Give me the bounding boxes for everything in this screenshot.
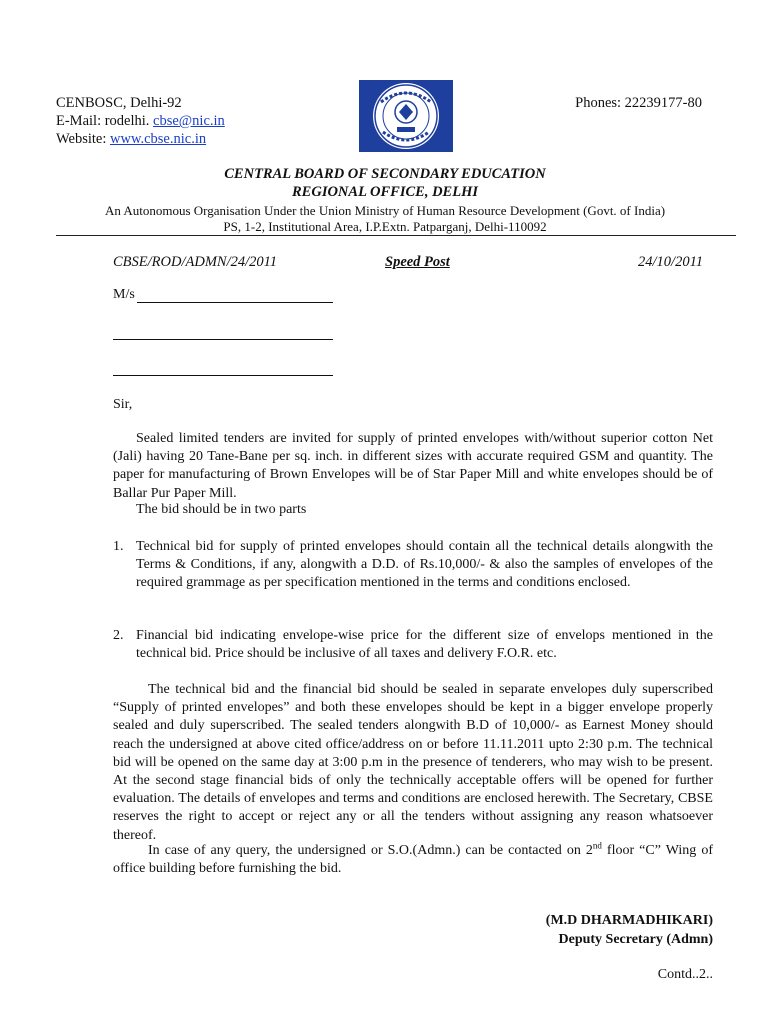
salutation: Sir, [113, 397, 133, 412]
technical-bid-text: Technical bid for supply of printed envelopes should contain all the technical details alongwith the Terms & Conditions, if any, alongwith a D.D. of Rs.10,000/- & also the samples of envelopes of the required grammage as per specification mentioned in the terms and conditions enclosed. [136, 539, 713, 591]
signatory-designation: Deputy Secretary (Admn) [558, 932, 713, 947]
query-text-start: In case of any query, the undersigned or S.O.(Admn.) can be contacted on 2 [148, 843, 593, 858]
list-number: 2. [113, 628, 124, 643]
ordinal-superscript: nd [592, 840, 602, 851]
financial-bid-text: Financial bid indicating envelope-wise price for the different size of envelops mentioned in the technical bid. Price should be inclusive of all taxes and delivery F.O.R. etc. [136, 628, 713, 662]
address-subtitle: PS, 1-2, Institutional Area, I.P.Extn. Patparganj, Delhi-110092 [223, 219, 547, 234]
dispatch-mode: Speed Post [385, 254, 450, 270]
addressee-blank-1 [137, 302, 333, 303]
regional-office-title: REGIONAL OFFICE, DELHI [292, 184, 478, 200]
reference-number: CBSE/ROD/ADMN/24/2011 [113, 254, 278, 270]
website-line [56, 130, 206, 148]
board-title: CENTRAL BOARD OF SECONDARY EDUCATION [224, 166, 546, 182]
tender-invitation-paragraph: Sealed limited tenders are invited for supply of printed envelopes with/without superior cotton Net (Jali) having 20 Tane-Bane per sq. inch. in different sizes with accurate required GSM and quantity. The paper for manufacturing of Brown Envelopes will be of Star Paper Mill and white envelopes should be of Ballar Pur Paper Mill. [113, 431, 713, 501]
website-label: Website: [56, 131, 110, 147]
query-text-end: floor “C” Wing of office building before furnishing the bid. [113, 843, 713, 877]
signatory-name: (M.D DHARMADHIKARI) [545, 913, 713, 928]
website-link[interactable]: www.cbse.nic.in [110, 131, 207, 147]
organisation-subtitle: An Autonomous Organisation Under the Union Ministry of Human Resource Development (Govt. of India) [104, 203, 666, 218]
email-line [56, 112, 225, 130]
addressee-blank-3 [113, 375, 333, 376]
office-name: CENBOSC, Delhi-92 [56, 95, 182, 111]
cbse-seal-logo-icon [359, 80, 453, 152]
addressee-blank-2 [113, 339, 333, 340]
header-divider [56, 235, 736, 236]
letter-date: 24/10/2011 [638, 254, 703, 270]
phones: Phones: 22239177-80 [575, 95, 702, 111]
continued-marker: Contd..2.. [657, 967, 713, 982]
addressee-prefix: M/s [113, 287, 135, 302]
bid-parts-line: The bid should be in two parts [136, 502, 307, 517]
email-label: E-Mail: rodelhi. [56, 113, 154, 129]
email-link[interactable]: cbse@nic.in [153, 113, 225, 129]
bid-submission-paragraph: The technical bid and the financial bid should be sealed in separate envelopes duly superscribed “Supply of printed envelopes” and both these envelopes should be kept in a bigger envelope properly sealed and duly superscribed. The sealed tenders alongwith B.D of 10,000/- as Earnest Money should reach the undersigned at above cited office/address on or before 11.11.2011 upto 2:30 p.m. The technical bid will be opened on the same day at 3:00 p.m in the presence of tenderers, who may wish to be present. At the second stage financial bids of only the technically acceptable offers will be opened for further evaluation. The details of envelopes and terms and conditions are enclosed herewith. The Secretary, CBSE reserves the right to accept or reject any or all the tenders without assigning any reason whatsoever thereof. [113, 682, 713, 843]
query-paragraph [113, 842, 713, 878]
list-number: 1. [113, 539, 124, 554]
